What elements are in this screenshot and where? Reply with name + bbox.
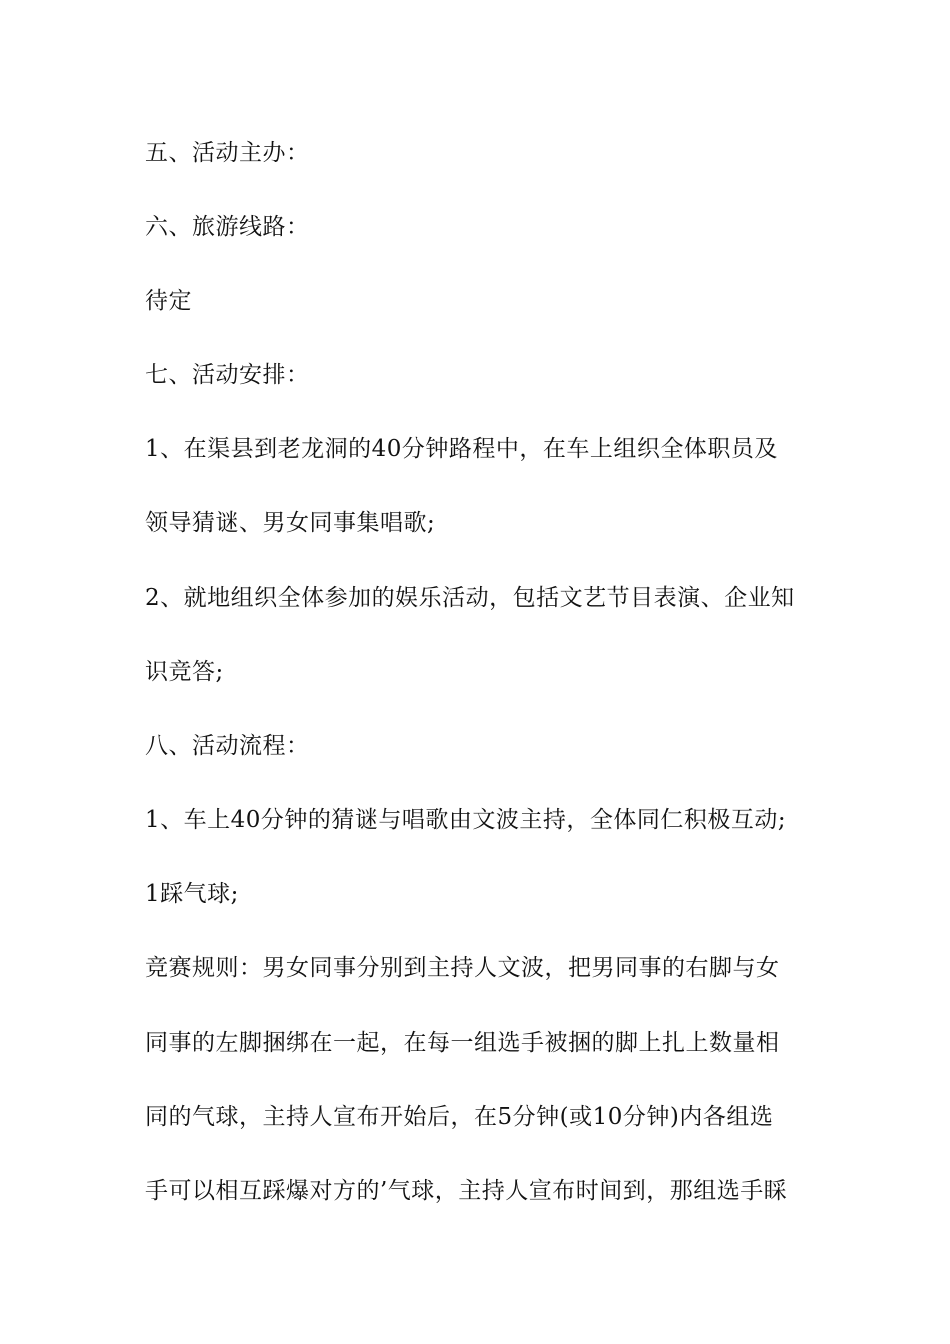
heading-organizer: 五、活动主办：: [145, 140, 310, 166]
heading-activity-arrangement: 七、活动安排：: [145, 362, 310, 388]
arrangement-item-1-line-2: 领导猜谜、男女同事集唱歌;: [145, 510, 436, 536]
heading-activity-process: 八、活动流程：: [145, 733, 310, 759]
rules-line-3: 同的气球，主持人宣布开始后，在5分钟(或10分钟)内各组选: [145, 1104, 774, 1130]
heading-travel-route: 六、旅游线路：: [145, 214, 310, 240]
arrangement-item-2-line-2: 识竞答;: [145, 659, 224, 685]
route-tbd-text: 待定: [145, 288, 192, 314]
process-item-1: 1、车上40分钟的猜谜与唱歌由文波主持，全体同仁积极互动;: [145, 807, 787, 833]
rules-line-2: 同事的左脚捆绑在一起，在每一组选手被捆的脚上扎上数量相: [145, 1030, 780, 1056]
rules-line-4: 手可以相互踩爆对方的’气球，主持人宣布时间到，那组选手睬: [145, 1178, 788, 1204]
arrangement-item-2-line-1: 2、就地组织全体参加的娱乐活动，包括文艺节目表演、企业知: [145, 585, 795, 611]
process-balloon-title: 1踩气球;: [145, 881, 239, 907]
arrangement-item-1-line-1: 1、在渠县到老龙洞的40分钟路程中，在车上组织全体职员及: [145, 436, 778, 462]
rules-line-1: 竞赛规则：男女同事分别到主持人文波，把男同事的右脚与女: [145, 955, 780, 981]
